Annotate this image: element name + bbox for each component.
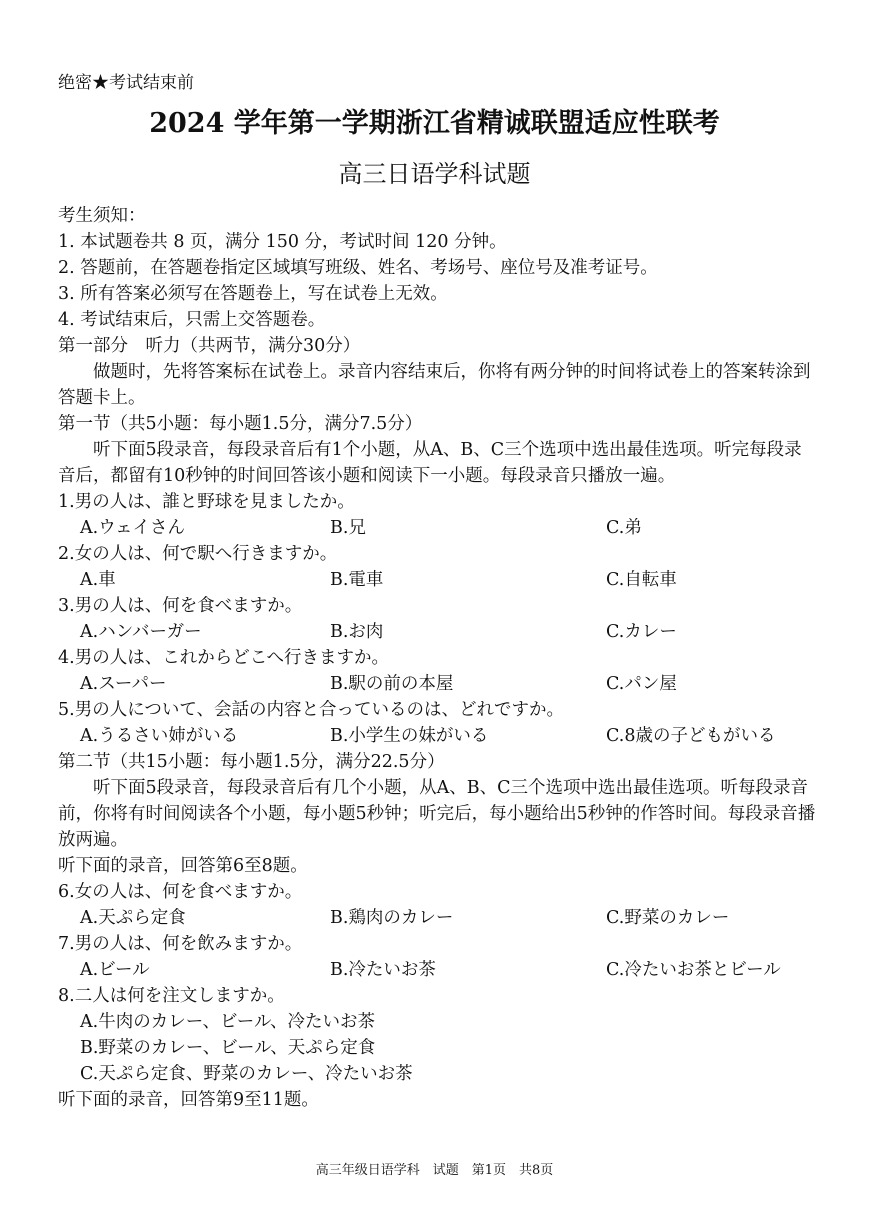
notice-item-4: 4. 考试结束后，只需上交答题卷。 xyxy=(58,310,326,330)
question-5: 5.男の人について、会話の内容と合っているのは、どれですか。 xyxy=(58,700,564,720)
option-5a: A.うるさい姉がいる xyxy=(80,726,239,746)
option-5b: B.小学生の妹がいる xyxy=(330,726,489,746)
group2-intro: 听下面的录音，回答第9至11题。 xyxy=(58,1090,319,1110)
option-7b: B.冷たいお茶 xyxy=(330,960,436,980)
options-2 xyxy=(58,567,818,593)
question-1: 1.男の人は、誰と野球を見ましたか。 xyxy=(58,492,355,512)
option-2a: A.車 xyxy=(80,570,116,590)
option-3c: C.カレー xyxy=(606,622,677,642)
option-4b: B.駅の前の本屋 xyxy=(330,674,454,694)
page-footer: 高三年级日语学科 试题 第1页 共8页 xyxy=(315,1163,554,1178)
section2-heading: 第二节（共15小题：每小题1.5分，满分22.5分） xyxy=(58,752,445,772)
question-8: 8.二人は何を注文しますか。 xyxy=(58,986,285,1006)
exam-subtitle: 高三日语学科试题 xyxy=(338,160,531,188)
part1-instruction: 做题时，先将答案标在试卷上。录音内容结束后，你将有两分钟的时间将试卷上的答案转涂到答题卡上。 xyxy=(58,362,811,408)
notice-heading: 考生须知： xyxy=(58,206,146,226)
option-6a: A.天ぷら定食 xyxy=(80,908,186,928)
options-7 xyxy=(58,957,818,983)
option-7a: A.ビール xyxy=(80,960,150,980)
section1-instruction: 听下面5段录音，每段录音后有1个小题，从A、B、C三个选项中选出最佳选项。听完每段录音后，都留有10秒钟的时间回答该小题和阅读下一小题。每段录音只播放一遍。 xyxy=(58,440,802,486)
option-3b: B.お肉 xyxy=(330,622,384,642)
exam-title: 2024 学年第一学期浙江省精诚联盟适应性联考 xyxy=(149,108,720,139)
question-4: 4.男の人は、これからどこへ行きますか。 xyxy=(58,648,389,668)
options-4 xyxy=(58,671,818,697)
option-1c: C.弟 xyxy=(606,518,642,538)
options-6 xyxy=(58,905,818,931)
question-3: 3.男の人は、何を食べますか。 xyxy=(58,596,303,616)
option-4a: A.スーパー xyxy=(80,674,167,694)
option-7c: C.冷たいお茶とビール xyxy=(606,960,781,980)
notice-item-1: 1. 本试题卷共 8 页，满分 150 分，考试时间 120 分钟。 xyxy=(58,232,507,252)
option-8a: A.牛肉のカレー、ビール、冷たいお茶 xyxy=(80,1012,376,1032)
options-3 xyxy=(58,619,818,645)
option-5c: C.8歳の子どもがいる xyxy=(606,726,776,746)
option-2b: B.電車 xyxy=(330,570,384,590)
option-3a: A.ハンバーガー xyxy=(80,622,202,642)
option-8b: B.野菜のカレー、ビール、天ぷら定食 xyxy=(80,1038,376,1058)
option-1b: B.兄 xyxy=(330,518,366,538)
options-5 xyxy=(58,723,818,749)
part1-heading: 第一部分 听力（共两节，满分30分） xyxy=(58,336,361,356)
notice-item-3: 3. 所有答案必须写在答题卷上，写在试卷上无效。 xyxy=(58,284,448,304)
exam-body xyxy=(58,203,818,1113)
option-1a: A.ウェイさん xyxy=(80,518,186,538)
option-6b: B.鶏肉のカレー xyxy=(330,908,454,928)
confidential-label: 绝密★考试结束前 xyxy=(58,73,194,93)
question-2: 2.女の人は、何で駅へ行きますか。 xyxy=(58,544,338,564)
question-6: 6.女の人は、何を食べますか。 xyxy=(58,882,303,902)
notice-item-2: 2. 答题前，在答题卷指定区域填写班级、姓名、考场号、座位号及准考证号。 xyxy=(58,258,658,278)
section2-instruction: 听下面5段录音，每段录音后有几个小题，从A、B、C三个选项中选出最佳选项。听每段录音前，你将有时间阅读各个小题，每小题5秒钟；听完后，每小题给出5秒钟的作答时间。每段录音播放两遍。 xyxy=(58,778,816,850)
options-1 xyxy=(58,515,818,541)
question-7: 7.男の人は、何を飲みますか。 xyxy=(58,934,303,954)
section1-heading: 第一节（共5小题：每小题1.5分，满分7.5分） xyxy=(58,414,423,434)
option-2c: C.自転車 xyxy=(606,570,677,590)
group1-intro: 听下面的录音，回答第6至8题。 xyxy=(58,856,308,876)
option-6c: C.野菜のカレー xyxy=(606,908,730,928)
option-8c: C.天ぷら定食、野菜のカレー、冷たいお茶 xyxy=(80,1064,413,1084)
option-4c: C.パン屋 xyxy=(606,674,677,694)
